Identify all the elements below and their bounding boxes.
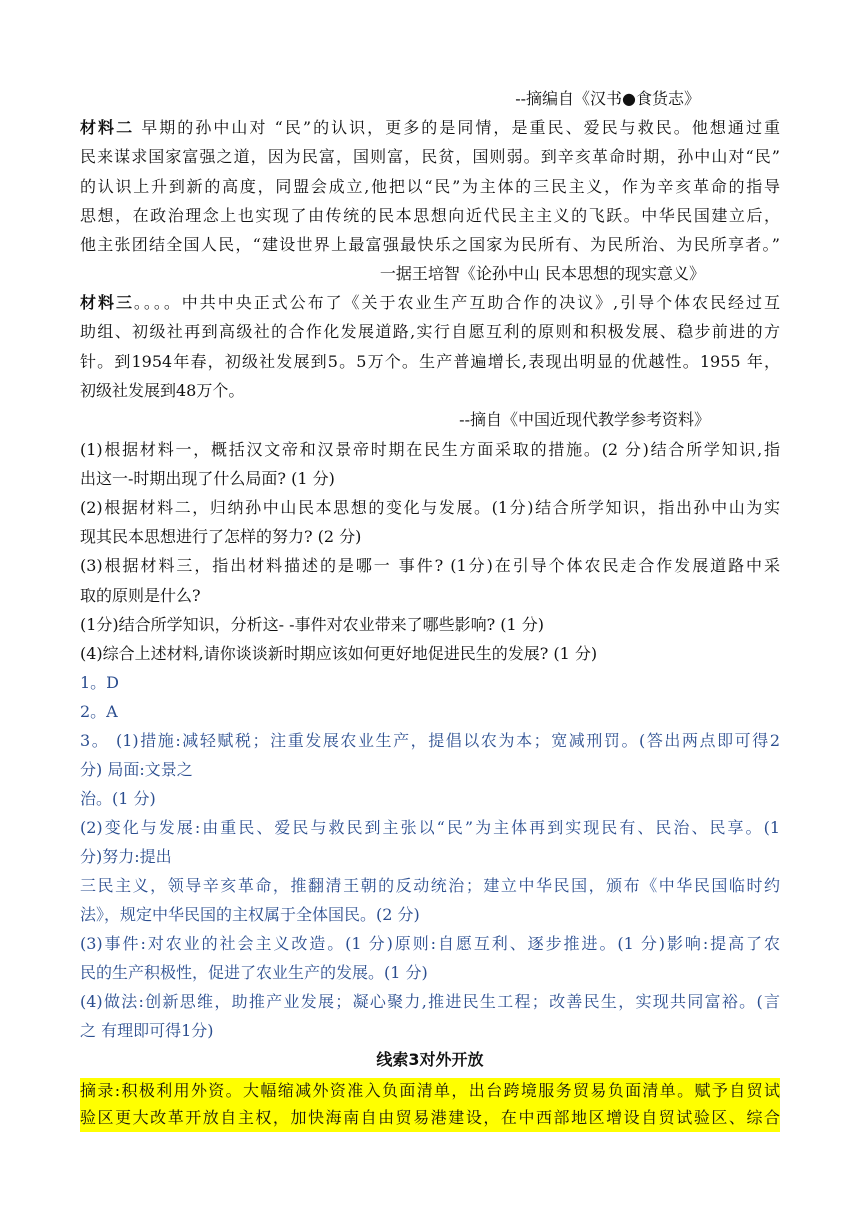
source-2: 一据王培智《论孙中山 民本思想的现实意义》 bbox=[379, 264, 705, 283]
answer-line: (2)变化与发展:由重民、爱民与救民到主张以“民”为主体再到实现民有、民治、民享。(1 bbox=[80, 818, 780, 837]
answer-line: 3。 (1)措施:减轻赋税；注重发展农业生产，提倡以农为本；宽减刑罚。(答出两点即可得2 bbox=[80, 731, 780, 750]
source-3: --摘自《中国近现代教学参考资料》 bbox=[459, 410, 710, 429]
material-3-line-1: 材料三。。。。中共中央正式公布了《关于农业生产互助合作的决议》,引导个体农民经过互 bbox=[80, 293, 780, 312]
answer-line: (4)做法:创新思维，助推产业发展；凝心聚力,推进民生工程；改善民生，实现共同富裕。(言 bbox=[80, 992, 780, 1011]
excerpt-line: 验区更大改革开放自主权，加快海南自由贸易港建设，在中西部地区增设自贸试验区、综合 bbox=[80, 1103, 780, 1132]
material-3-line-3: 针。到1954年春，初级社发展到5。5万个。生产普遍增长,表现出明显的优越性。1955 年， bbox=[80, 352, 780, 371]
section-heading: 线索3对外开放 bbox=[376, 1050, 484, 1069]
material-2-line-1: 材料二 早期的孙中山对 “民”的认识，更多的是同情，是重民、爱民与救民。他想通过重 bbox=[80, 118, 780, 137]
material-2-line-5: 他主张团结全国人民，“建设世界上最富强最快乐之国家为民所有、为民所治、为民所享者。” bbox=[80, 235, 780, 254]
answer-line: 1。D bbox=[80, 673, 120, 692]
material-3-line-4: 初级社发展到48万个。 bbox=[80, 381, 245, 400]
question-line: (1)根据材料一，概括汉文帝和汉景帝时期在民生方面采取的措施。(2 分)结合所学知识,指 bbox=[80, 440, 780, 459]
material-3-label: 材料三 bbox=[80, 293, 134, 312]
answer-line: 治。(1 分) bbox=[80, 789, 156, 808]
source-1: --摘编自《汉书●食货志》 bbox=[515, 89, 700, 108]
answer-line: 三民主义，领导辛亥革命，推翻清王朝的反动统治；建立中华民国，颁布《中华民国临时约 bbox=[80, 876, 780, 895]
material-3-line-2: 助组、初级社再到高级社的合作化发展道路,实行自愿互利的原则和积极发展、稳步前进的方 bbox=[80, 322, 780, 341]
answer-line: (3)事件:对农业的社会主义改造。(1 分)原则:自愿互利、逐步推进。(1 分)影响:提高了农 bbox=[80, 934, 780, 953]
question-line: 现其民本思想进行了怎样的努力? (2 分) bbox=[80, 527, 362, 546]
question-line: (2)根据材料二，归纳孙中山民本思想的变化与发展。(1分)结合所学知识，指出孙中山为实 bbox=[80, 498, 780, 517]
question-line: 出这一-时期出现了什么局面? (1 分) bbox=[80, 469, 335, 488]
question-line: (1分)结合所学知识，分析这- -事件对农业带来了哪些影响? (1 分) bbox=[80, 615, 544, 634]
question-line: (4)综合上述材料,请你谈谈新时期应该如何更好地促进民生的发展? (1 分) bbox=[80, 644, 598, 663]
material-2-line-2: 民来谋求国家富强之道，因为民富，国则富，民贫，国则弱。到辛亥革命时期，孙中山对“民” bbox=[80, 147, 780, 166]
excerpt-line: 摘录:积极利用外资。大幅缩减外资准入负面清单，出台跨境服务贸易负面清单。赋予自贸试 bbox=[80, 1078, 780, 1103]
answer-line: 2。A bbox=[80, 702, 118, 721]
answer-line: 分) 局面:文景之 bbox=[80, 760, 193, 779]
answer-line: 法》，规定中华民国的主权属于全体国民。(2 分) bbox=[80, 905, 420, 924]
question-line: 取的原则是什么? bbox=[80, 586, 201, 605]
answer-line: 分)努力:提出 bbox=[80, 847, 172, 866]
question-line: (3)根据材料三，指出材料描述的是哪一 事件? (1分)在引导个体农民走合作发展道路中采 bbox=[80, 556, 780, 575]
material-2-label: 材料二 bbox=[80, 118, 135, 137]
answer-line: 之 有理即可得1分) bbox=[80, 1021, 214, 1040]
answer-line: 民的生产积极性，促进了农业生产的发展。(1 分) bbox=[80, 963, 428, 982]
material-2-line-3: 的认识上升到新的高度，同盟会成立,他把以“民”为主体的三民主义，作为辛亥革命的指导 bbox=[80, 177, 780, 196]
material-2-line-4: 思想，在政治理念上也实现了由传统的民本思想向近代民主主义的飞跃。中华民国建立后， bbox=[80, 206, 780, 225]
